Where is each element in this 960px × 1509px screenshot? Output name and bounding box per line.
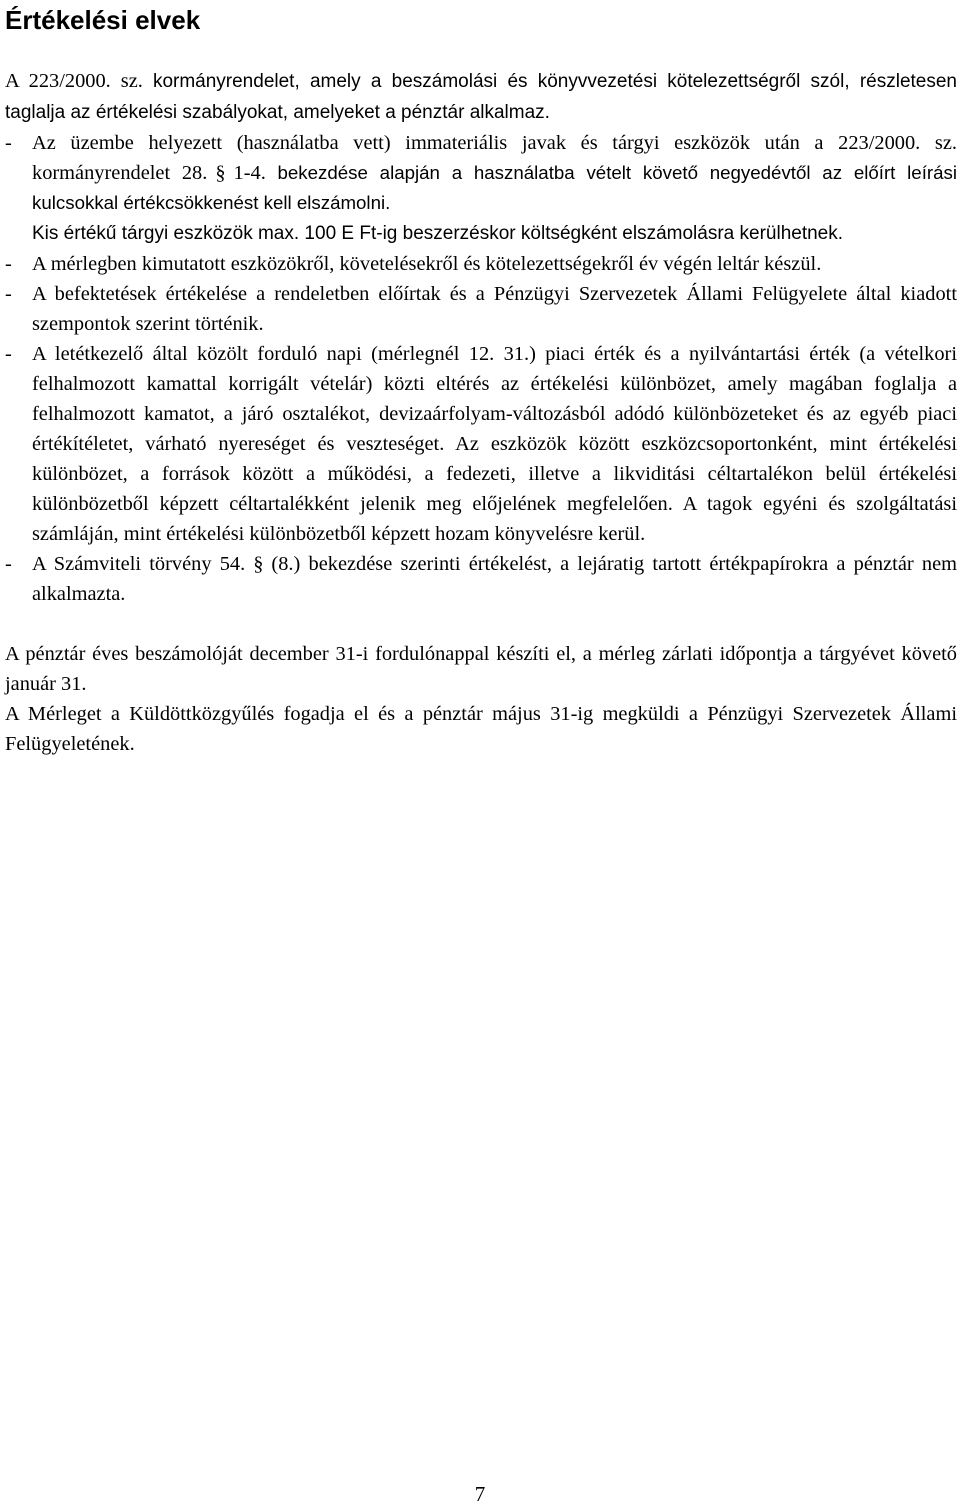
list-dash: - xyxy=(5,283,12,305)
accounting-act-text-rest: (8.) bekezdése szerinti értékelést, a lejáratig tartott értékpapírokra a pénztár nem alkalmazta. xyxy=(32,553,957,605)
investments-text: A befektetések értékelése a rendeletben előírtak és a Pénzügyi Szervezetek Állami Felügyelete által kiadott szempontok szerint történik. xyxy=(32,283,957,335)
page-number: 7 xyxy=(474,1482,486,1506)
paragraph-range: 1-4. xyxy=(233,162,266,184)
inventory-text: A mérlegben kimutatott eszközökről, követelésekről és kötelezettségekről év végén leltár készül. xyxy=(32,253,822,275)
list-item-inventory xyxy=(5,249,957,279)
section-sign: § xyxy=(253,553,264,575)
intro-text: kormányrendelet, amely a beszámolási és könyvvezetési kötelezettségről szól, részletesen taglalja az értékelési szabályokat, amelyeket a pénztár alkalmaz. xyxy=(5,71,957,123)
intro-reference: A 223/2000. sz. xyxy=(5,70,143,92)
depreciation-text: Az üzembe helyezett (használatba vett) immateriális javak és tárgyi eszközök után a 223/2000. sz. kormányrendelet 28. xyxy=(32,132,957,184)
page-title: Értékelési elvek xyxy=(5,5,201,35)
list-dash: - xyxy=(5,343,12,365)
list-dash: - xyxy=(5,553,12,575)
intro-paragraph xyxy=(5,66,957,128)
list-item-valuation-difference xyxy=(5,339,957,549)
low-value-assets-text: Kis értékű tárgyi eszközök max. 100 E Ft-ig beszerzéskor költségként elszámolásra kerülhetnek. xyxy=(32,223,844,244)
list-dash: - xyxy=(5,132,12,154)
closing-paragraph-balance-sheet: A Mérleget a Küldöttközgyűlés fogadja el és a pénztár május 31-ig megküldi a Pénzügyi Szervezetek Állami Felügyeletének. xyxy=(5,703,957,755)
valuation-difference-text: A letétkezelő által közölt forduló napi (mérlegnél 12. 31.) piaci érték és a nyilvántartási érték (a vételkori felhalmozott kamattal korrigált vételár) közti eltérés az értékelési különbözet, amely magában foglalja a felhalmozott kamatot, a járó osztalékot, devizaárfolyam-változásból adódó különbözeteket és az egyéb piaci értékítéletet, várható nyereséget és veszteséget. Az eszközök között eszközcsoportonként, mint értékelési különbözet, a források között a működési, a fedezeti, illetve a likviditási céltartalékon belül értékelési különbözetből képzett céltartalékként jelenik meg előjelének megfelelően. A tagok egyéni és szolgáltatási számláján, mint értékelési különbözetből képzett hozam könyvelésre kerül. xyxy=(32,343,957,545)
paragraph-spacer xyxy=(5,609,957,639)
accounting-act-text: A Számviteli törvény 54. xyxy=(32,553,246,575)
list-item-depreciation xyxy=(5,128,957,249)
document-body xyxy=(5,66,957,759)
list-dash: - xyxy=(5,253,12,275)
list-item-accounting-act xyxy=(5,549,957,609)
closing-paragraph-report: A pénztár éves beszámolóját december 31-i fordulónappal készíti el, a mérleg zárlati időpontja a tárgyévet követő január 31. xyxy=(5,643,957,695)
list-item-investments xyxy=(5,279,957,339)
section-sign: § xyxy=(215,162,226,184)
depreciation-sans-text: bekezdése alapján a használatba vételt követő negyedévtől az előírt leírási kulcsokkal értékcsökkenést kell elszámolni. xyxy=(32,162,957,213)
